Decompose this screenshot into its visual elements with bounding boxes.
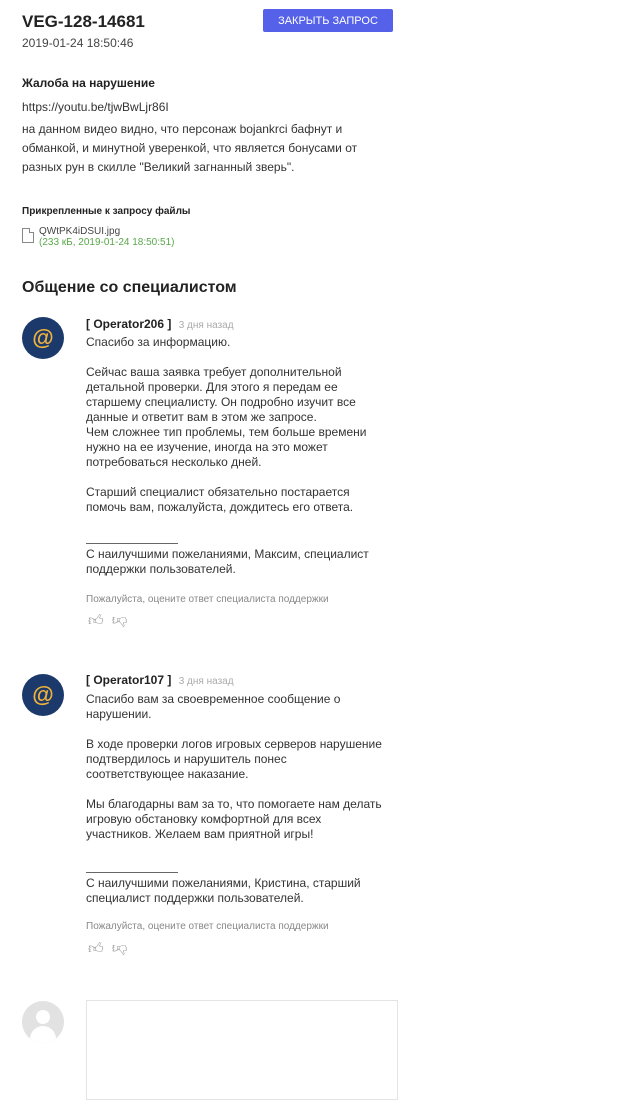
message-paragraph: Старший специалист обязательно постарается помочь вам, пожалуйста, дождитесь его ответа. [86,485,354,514]
message-paragraph: В ходе проверки логов игровых серверов нарушение подтвердилось и нарушитель понес соответствующее наказание. [86,737,382,781]
message-paragraph: Спасибо за информацию. [86,335,231,349]
message-paragraph: Спасибо вам за своевременное сообщение о нарушении. [86,692,341,721]
operator-name: [ Operator206 ] [86,317,172,331]
operator-avatar [22,317,64,359]
attachment-file-meta: (233 кБ, 2019-01-24 18:50:51) [39,237,175,248]
attachment-file-name[interactable]: QWtPK4iDSUI.jpg [39,226,121,237]
avatar-head [36,1010,50,1024]
complaint-link: https://youtu.be/tjwBwLjr86I [22,100,169,114]
rate-label: Пожалуйста, оцените ответ специалиста поддержки [86,921,329,932]
avatar-body [30,1026,56,1043]
at-icon: @ [32,325,54,350]
thumbs-up-icon[interactable]: 👍︎ [88,940,104,957]
complaint-title: Жалоба на нарушение [22,76,155,90]
message-time: 3 дня назад [178,320,234,331]
close-request-button[interactable]: ЗАКРЫТЬ ЗАПРОС [263,9,393,32]
message-header [86,673,234,687]
user-avatar-icon [22,1001,64,1043]
message-paragraph: Чем сложнее тип проблемы, тем больше времени нужно на ее изучение, иногда на это может потребоваться несколько дней. [86,425,367,469]
thumbs-down-icon[interactable]: 👍︎ [111,612,128,629]
thumbs-up-icon[interactable]: 👍︎ [88,612,104,629]
signature-divider [86,872,178,873]
attachments-title: Прикрепленные к запросу файлы [22,206,191,217]
operator-name: [ Operator107 ] [86,673,172,687]
attachment-file[interactable] [22,226,174,248]
message-paragraph: Сейчас ваша заявка требует дополнительной детальной проверки. Для этого я передам ее старшему специалисту. Он подробно изучит все данные и ответит вам в этом же запросе. [86,365,356,424]
message-time: 3 дня назад [178,676,234,687]
message-body [86,692,386,906]
reply-textarea[interactable] [86,1000,398,1100]
ticket-date: 2019-01-24 18:50:46 [22,36,134,50]
rating-buttons [88,613,127,628]
signature-divider [86,543,178,544]
ticket-id: VEG-128-14681 [22,12,145,31]
rate-label: Пожалуйста, оцените ответ специалиста поддержки [86,594,329,605]
message-paragraph: Мы благодарны вам за то, что помогаете нам делать игровую обстановку комфортной для всех участников. Желаем вам приятной игры! [86,797,382,841]
message-body [86,335,386,577]
message-signature: С наилучшими пожеланиями, Кристина, старший специалист поддержки пользователей. [86,876,361,905]
file-icon [22,228,34,243]
complaint-text: на данном видео видно, что персонаж bojankrci бафнут и обманкой, и минутной уверенкой, что является бонусами от разных рун в скилле "Великий загнанный зверь". [22,122,358,174]
message-signature: С наилучшими пожеланиями, Максим, специалист поддержки пользователей. [86,547,369,576]
message-header [86,317,234,331]
thumbs-down-icon[interactable]: 👍︎ [111,940,128,957]
at-icon: @ [32,682,54,707]
rating-buttons [88,941,127,956]
operator-avatar [22,674,64,716]
communication-title: Общение со специалистом [22,279,237,296]
